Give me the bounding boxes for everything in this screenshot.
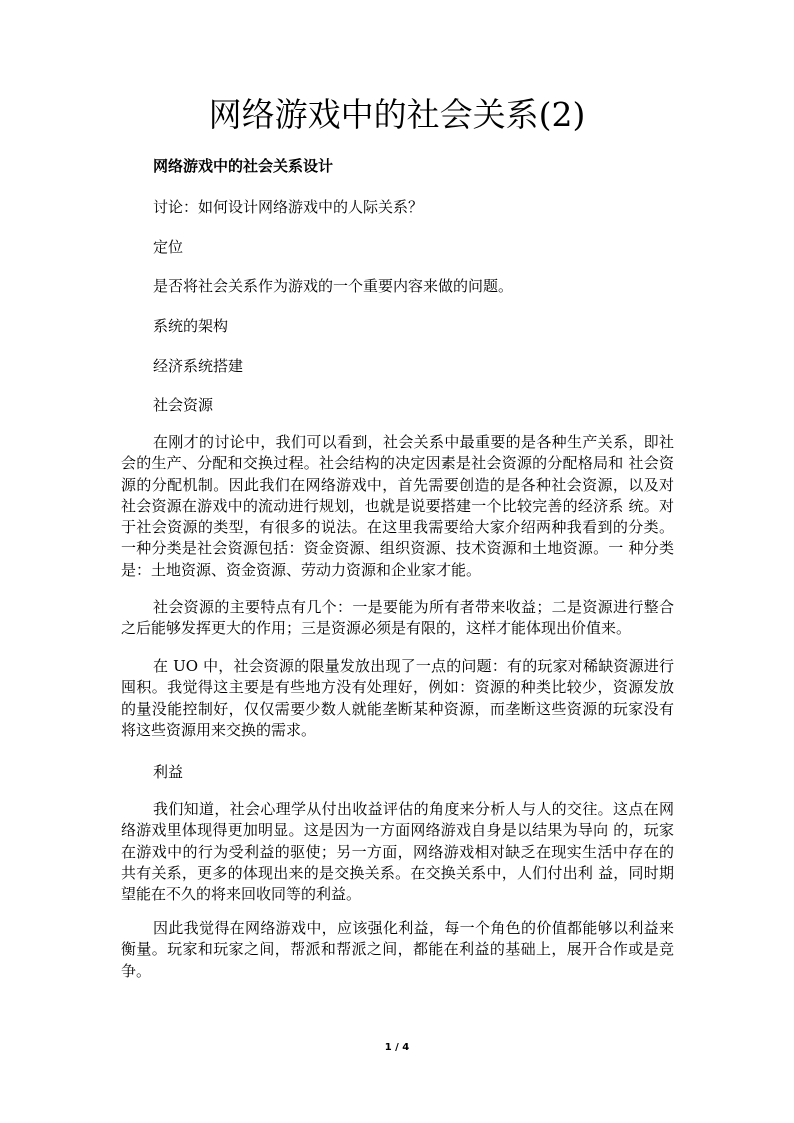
benefit-heading: 利益: [153, 763, 184, 781]
paragraph-benefit-analysis: 我们知道，社会心理学从付出收益评估的角度来分析人与人的交往。这点在网络游戏里体现得更加明显。这是因为一方面网络游戏自身是以结果为导向 的，玩家在游戏中的行为受利益的驱使；另一方面，网络游戏相对缺乏在现实生活中存在的共有关系，更多的体现出来的是交换关系。在交换关系中，人们付出利 益，同时期望能在不久的将来回收同等的利益。: [121, 800, 674, 904]
economic-system-heading: 经济系统搭建: [153, 357, 244, 375]
paragraph-benefit-conclusion: 因此我觉得在网络游戏中，应该强化利益，每一个角色的价值都能够以利益来衡量。玩家和玩家之间，帮派和帮派之间，都能在利益的基础上，展开合作或是竞争。: [121, 919, 674, 980]
page-indicator: 1 / 4: [384, 1042, 410, 1053]
discussion-line: 讨论：如何设计网络游戏中的人际关系？: [153, 198, 424, 216]
paragraph-uo-example: 在 UO 中，社会资源的限量发放出现了一点的问题：有的玩家对稀缺资源进行囤积。我觉得这主要是有些地方没有处理好，例如：资源的种类比较少，资源发放的量没能控制好，仅仅需要少数人就能垄断某种资源，而垄断这些资源的玩家没有将这些资源用来交换的需求。: [121, 657, 674, 739]
system-architecture-heading: 系统的架构: [153, 317, 229, 335]
paragraph-resource-features: 社会资源的主要特点有几个：一是要能为所有者带来收益；二是资源进行整合之后能够发挥更大的作用；三是资源必须是有限的，这样才能体现出价值来。: [121, 598, 674, 638]
page-title: 网络游戏中的社会关系(2): [208, 95, 586, 134]
social-resources-heading: 社会资源: [153, 396, 214, 414]
positioning-heading: 定位: [153, 238, 184, 256]
positioning-question: 是否将社会关系作为游戏的一个重要内容来做的问题。: [153, 277, 514, 295]
section-heading: 网络游戏中的社会关系设计: [153, 157, 334, 175]
paragraph-social-resources: 在刚才的讨论中，我们可以看到，社会关系中最重要的是各种生产关系，即社会的生产、分配和交换过程。社会结构的决定因素是社会资源的分配格局和 社会资源的分配机制。因此我们在网络游戏中，首先需要创造的是各种社会资源，以及对社会资源在游戏中的流动进行规划，也就是说要搭建一个比较完善的经济系 统。对于社会资源的类型，有很多的说法。在这里我需要给大家介绍两种我看到的分类。一种分类是社会资源包括：资金资源、组织资源、技术资源和土地资源。一 种分类是：土地资源、资金资源、劳动力资源和企业家才能。: [121, 433, 674, 579]
